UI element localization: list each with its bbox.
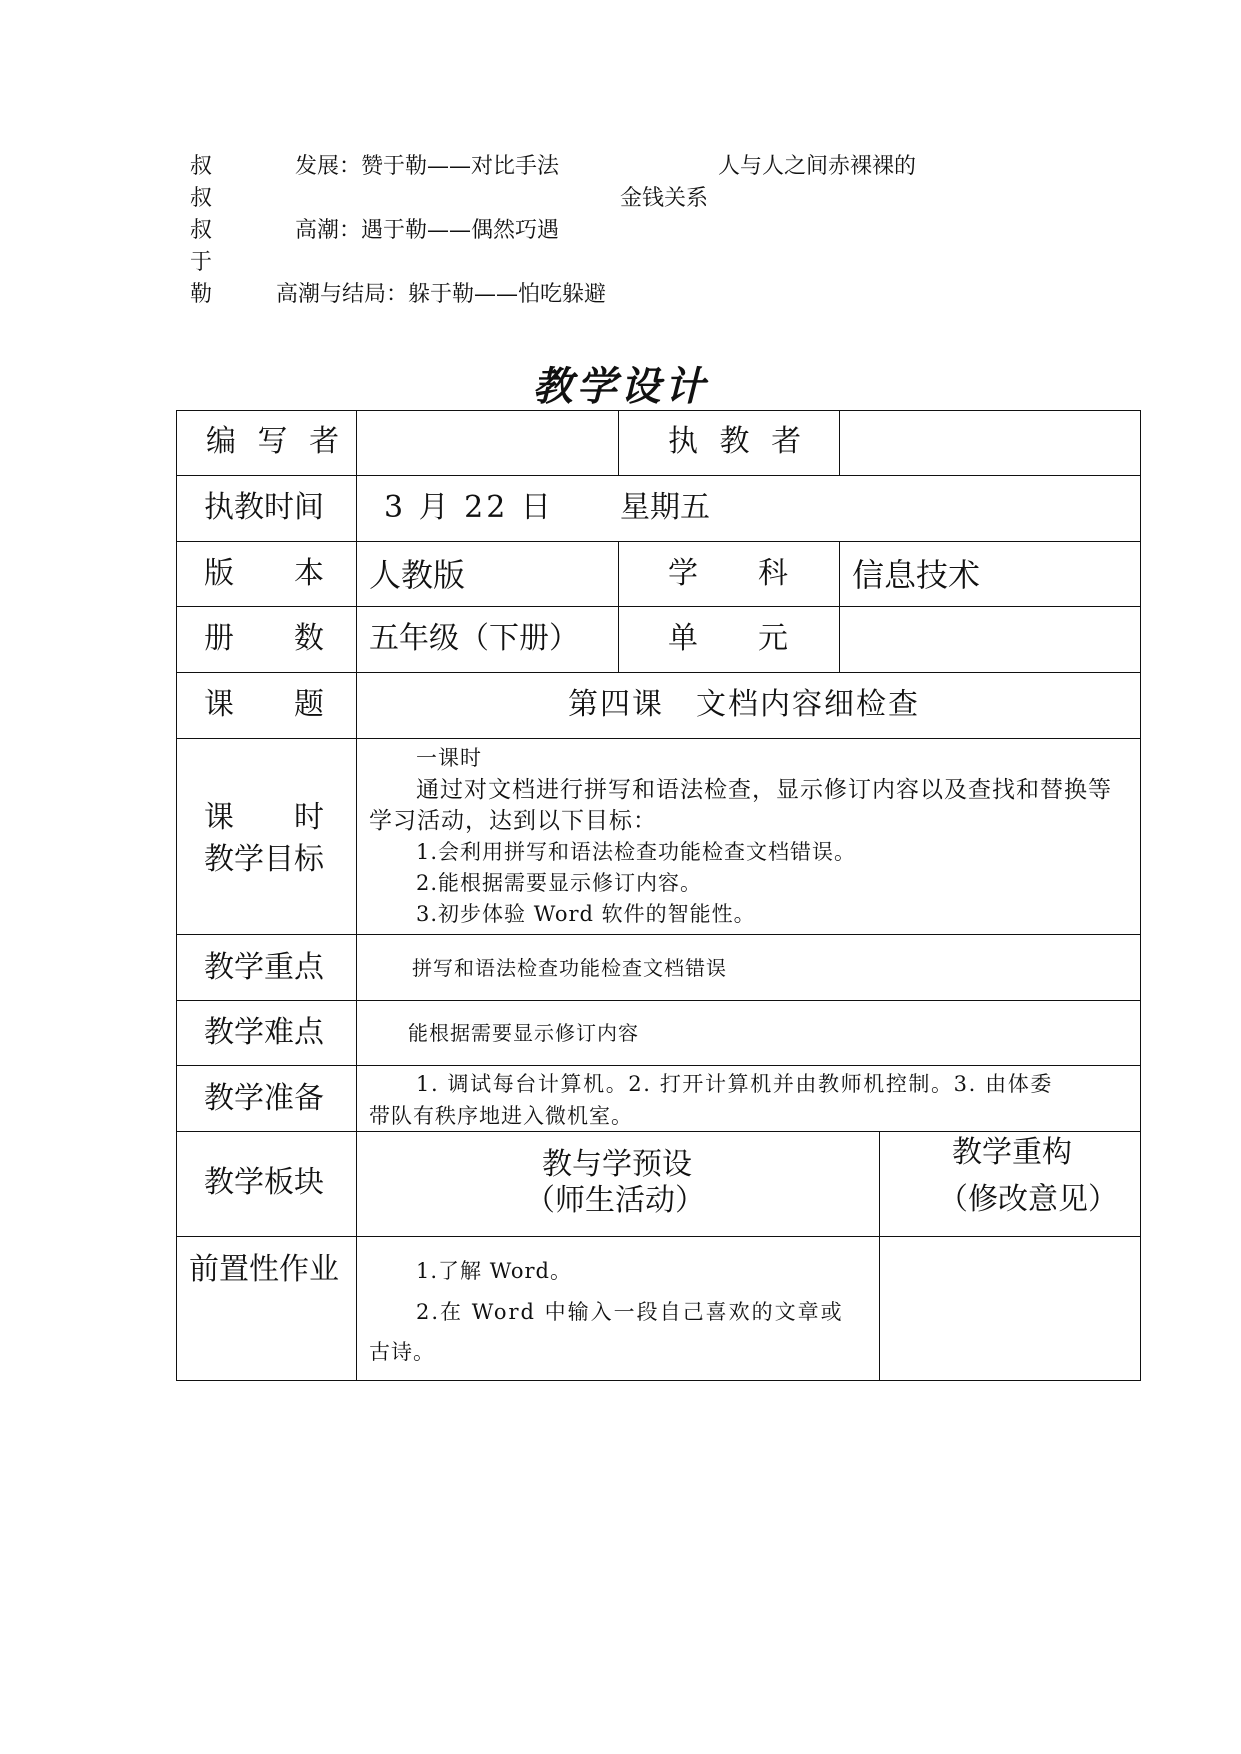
volume-label: 册 数 — [204, 621, 324, 656]
goals-label-line1: 课 时 — [204, 800, 324, 835]
block-label: 教学板块 — [204, 1165, 324, 1200]
homework-label: 前置性作业 — [189, 1252, 339, 1287]
subject-label: 学 科 — [668, 556, 788, 591]
homework-line: 2.在 Word 中输入一段自己喜欢的文章或 — [416, 1300, 844, 1324]
homework-line: 1.了解 Word。 — [416, 1259, 572, 1283]
theme-note-line1: 人与人之间赤裸裸的 — [718, 154, 917, 179]
prep-line2: 带队有秩序地进入微机室。 — [369, 1104, 633, 1128]
goals-line: 通过对文档进行拼写和语法检查，显示修订内容以及查找和替换等 — [416, 777, 1112, 803]
goals-line: 学习活动，达到以下目标： — [369, 808, 657, 834]
ending-note: 高潮与结局：躲于勒——怕吃躲避 — [276, 282, 607, 307]
goals-label-line2: 教学目标 — [204, 842, 324, 877]
preset-heading-line2: （师生活动） — [525, 1183, 705, 1218]
time-label: 执教时间 — [204, 490, 324, 525]
time-value: 3 月 22 日 — [384, 490, 554, 525]
col-line — [879, 1131, 880, 1381]
focus-label: 教学重点 — [204, 950, 324, 985]
col-line — [176, 410, 177, 1381]
homework-line: 古诗。 — [369, 1340, 435, 1364]
lesson-design-table — [176, 410, 1141, 1380]
topic-value: 第四课 文档内容细检查 — [568, 687, 920, 722]
side-char-3: 叔 — [190, 218, 213, 243]
edition-label: 版 本 — [204, 556, 324, 591]
goals-line: 3.初步体验 Word 软件的智能性。 — [416, 902, 756, 926]
difficulty-value: 能根据需要显示修订内容 — [408, 1021, 639, 1045]
col-line — [618, 541, 619, 672]
rebuild-heading-line1: 教学重构 — [952, 1135, 1072, 1170]
weekday-value: 星期五 — [620, 490, 710, 525]
row-line — [176, 934, 1141, 935]
teacher-label: 执 教 者 — [668, 424, 808, 459]
goals-line: 一课时 — [416, 746, 482, 770]
prep-line1: 1. 调试每台计算机。2. 打开计算机并由教师机控制。3. 由体委 — [416, 1072, 1053, 1096]
author-label: 编 写 者 — [206, 424, 346, 459]
row-line — [176, 1065, 1141, 1066]
side-char-2: 叔 — [190, 186, 213, 211]
row-line — [176, 410, 1141, 411]
prep-label: 教学准备 — [204, 1081, 324, 1116]
edition-value: 人教版 — [369, 556, 466, 594]
row-line — [176, 475, 1141, 476]
volume-value: 五年级（下册） — [369, 621, 579, 656]
side-char-1: 叔 — [190, 154, 213, 179]
col-line — [1140, 410, 1141, 1381]
row-line — [176, 606, 1141, 607]
rebuild-heading-line2: （修改意见） — [938, 1182, 1118, 1217]
goals-line: 2.能根据需要显示修订内容。 — [416, 871, 703, 895]
row-line — [176, 1236, 1141, 1237]
row-line — [176, 541, 1141, 542]
topic-label: 课 题 — [204, 687, 324, 722]
row-line — [176, 1380, 1141, 1381]
row-line — [176, 672, 1141, 673]
col-line — [839, 541, 840, 672]
theme-note-line2: 金钱关系 — [620, 186, 709, 211]
row-line — [176, 738, 1141, 739]
goals-line: 1.会利用拼写和语法检查功能检查文档错误。 — [416, 840, 857, 864]
col-line — [839, 410, 840, 475]
focus-value: 拼写和语法检查功能检查文档错误 — [412, 956, 727, 980]
climax-note: 高潮：遇于勒——偶然巧遇 — [295, 218, 560, 243]
row-line — [176, 1131, 1141, 1132]
col-line — [618, 410, 619, 475]
subject-value: 信息技术 — [852, 556, 981, 594]
development-note: 发展：赞于勒——对比手法 — [295, 154, 560, 179]
row-line — [176, 1000, 1141, 1001]
col-line — [356, 410, 357, 1381]
doc-title: 教学设计 — [532, 363, 709, 410]
preset-heading-line1: 教与学预设 — [542, 1147, 692, 1182]
side-char-5: 勒 — [190, 282, 213, 307]
unit-label: 单 元 — [668, 621, 788, 656]
difficulty-label: 教学难点 — [204, 1015, 324, 1050]
side-char-4: 于 — [190, 250, 213, 275]
